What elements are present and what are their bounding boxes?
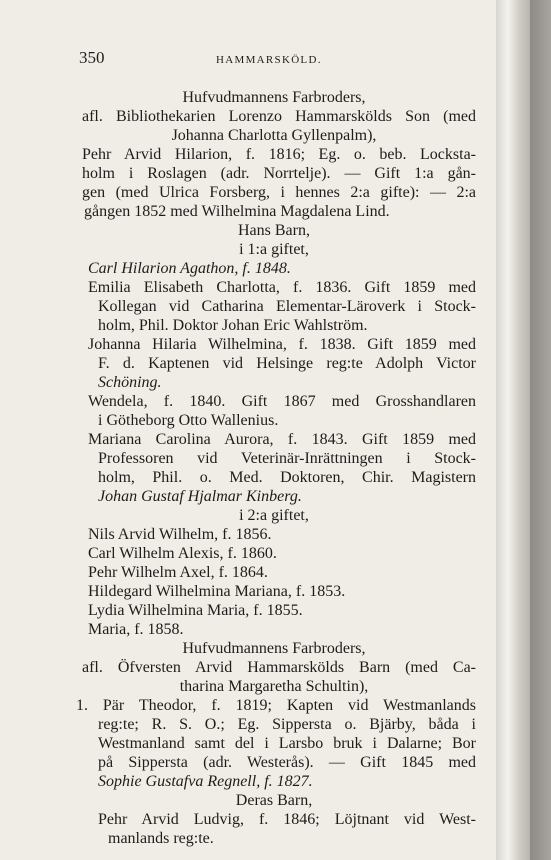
text-line: Carl Wilhelm Alexis, f. 1860. (88, 545, 277, 562)
page-edge (530, 0, 551, 860)
text-line: afl. Öfversten Arvid Hammarskölds Barn (med Ca- (82, 659, 476, 676)
text-line: holm, Phil. o. Med. Doktoren, Chir. Magistern (98, 469, 476, 486)
text-line: i 1:a giftet, (239, 241, 309, 258)
text-line: F. d. Kaptenen vid Helsinge reg:te Adolph Victor (98, 355, 476, 372)
page-header (79, 48, 472, 68)
text-line: Deras Barn, (235, 792, 313, 809)
text-line: Hufvudmannens Farbroders, (182, 89, 366, 106)
text-line: Emilia Elisabeth Charlotta, f. 1836. Gift 1859 med (88, 279, 476, 296)
text-line: Sophie Gustafva Regnell, f. 1827. (98, 773, 313, 790)
text-line: Carl Hilarion Agathon, f. 1848. (88, 260, 291, 277)
text-line: reg:te; R. S. O.; Eg. Sippersta o. Bjärby, båda i (98, 716, 476, 733)
text-line: Professoren vid Veterinär-Inrättningen i Stock- (98, 450, 476, 467)
text-line: Lydia Wilhelmina Maria, f. 1855. (88, 602, 303, 619)
text-line: Hufvudmannens Farbroders, (182, 640, 366, 657)
text-line: Hans Barn, (238, 222, 310, 239)
text-line: holm i Roslagen (adr. Norrtelje). — Gift 1:a gån- (82, 165, 476, 182)
text-line: i Götheborg Otto Wallenius. (98, 412, 279, 429)
text-line: Kollegan vid Catharina Elementar-Läroverk i Stock- (98, 298, 476, 315)
text-line: gången 1852 med Wilhelmina Magdalena Lind. (84, 203, 390, 220)
text-line: holm, Phil. Doktor Johan Eric Wahlström. (98, 317, 368, 334)
text-line: Westmanland samt del i Larsbo bruk i Dalarne; Bor (98, 735, 476, 752)
page-number: 350 (79, 48, 105, 67)
text-line: Pehr Arvid Hilarion, f. 1816; Eg. o. beb. Locksta- (82, 146, 476, 163)
running-title: HAMMARSKÖLD. (216, 54, 322, 66)
page-binding (496, 0, 530, 860)
text-line: Mariana Carolina Aurora, f. 1843. Gift 1859 med (88, 431, 476, 448)
text-line: på Sippersta (adr. Westerås). — Gift 1845 med (98, 754, 476, 771)
text-line: Johan Gustaf Hjalmar Kinberg. (98, 488, 302, 505)
text-line: i 2:a giftet, (239, 507, 309, 524)
text-line: Pehr Arvid Ludvig, f. 1846; Löjtnant vid West- (98, 811, 476, 828)
text-line: Johanna Charlotta Gyllenpalm), (171, 127, 377, 144)
text-line: Maria, f. 1858. (88, 621, 184, 638)
text-line: manlands reg:te. (108, 830, 214, 847)
text-line: Schöning. (98, 374, 162, 391)
text-line: 1. Pär Theodor, f. 1819; Kapten vid Westmanlands (76, 697, 476, 714)
text-line: tharina Margaretha Schultin), (179, 678, 369, 695)
text-line: Hildegard Wilhelmina Mariana, f. 1853. (88, 583, 346, 600)
text-line: Pehr Wilhelm Axel, f. 1864. (88, 564, 268, 581)
text-line: gen (med Ulrica Forsberg, i hennes 2:a gifte): — 2:a (82, 184, 476, 201)
text-line: Wendela, f. 1840. Gift 1867 med Grosshandlaren (88, 393, 476, 410)
text-line: Johanna Hilaria Wilhelmina, f. 1838. Gift 1859 med (88, 336, 476, 353)
text-line: Nils Arvid Wilhelm, f. 1856. (88, 526, 272, 543)
text-line: afl. Bibliothekarien Lorenzo Hammarskölds Son (med (82, 108, 476, 125)
